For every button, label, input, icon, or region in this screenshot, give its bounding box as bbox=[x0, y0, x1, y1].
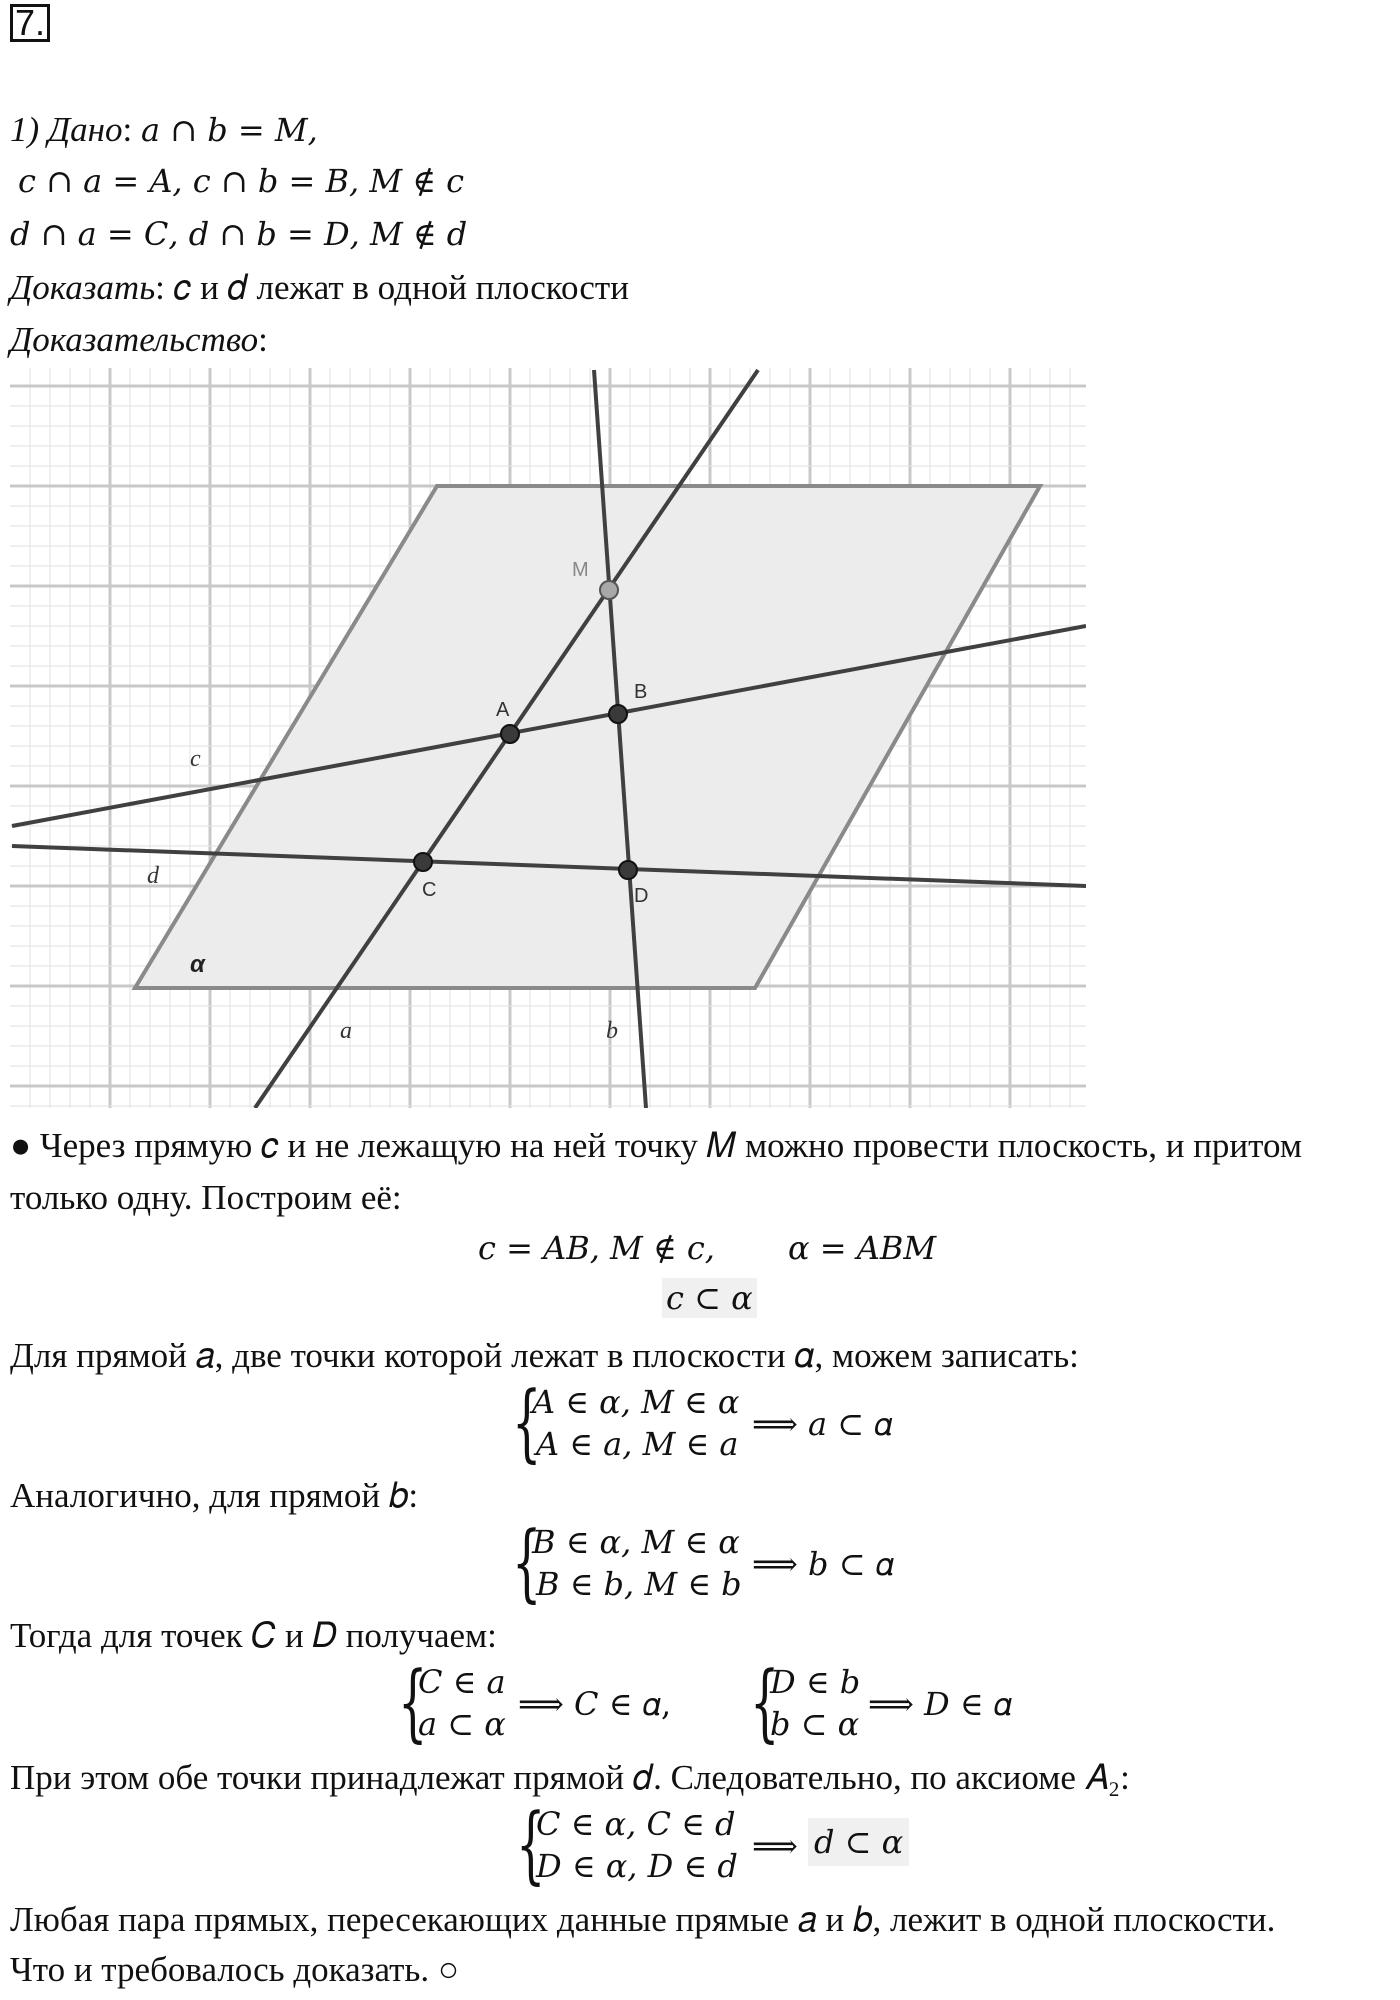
paragraph-3: Аналогично, для прямой 𝑏: bbox=[10, 1476, 419, 1515]
given-eq-1: 𝑎 ∩ 𝑏 = 𝑀, bbox=[141, 111, 318, 149]
point-C bbox=[414, 853, 432, 871]
given-eq-3: 𝑑 ∩ 𝑎 = 𝐶, 𝑑 ∩ 𝑏 = 𝐷, 𝑀 ∉ 𝑑 bbox=[10, 215, 468, 253]
brace-4: { bbox=[750, 1653, 780, 1751]
paragraph-4: Тогда для точек 𝐶 и 𝐷 получаем: bbox=[10, 1616, 497, 1655]
eq-c-in-alpha: 𝑐 ⊂ 𝛼 bbox=[662, 1278, 757, 1318]
label-C: C bbox=[422, 879, 437, 901]
eq-alpha-equals-ABM: 𝛼 = 𝐴𝐵𝑀 bbox=[788, 1229, 937, 1267]
label-plane-alpha: α bbox=[190, 951, 205, 978]
system-5-arrow: ⟹ bbox=[752, 1827, 798, 1865]
system-2-result: ⟹ 𝑏 ⊂ 𝛼 bbox=[752, 1545, 895, 1583]
given-eq-2: 𝑐 ∩ 𝑎 = 𝐴, 𝑐 ∩ 𝑏 = 𝐵, 𝑀 ∉ 𝑐 bbox=[18, 162, 465, 200]
paragraph-1-line-2: только одну. Построим её: bbox=[10, 1178, 402, 1217]
paragraph-6: Любая пара прямых, пересекающих данные прямые 𝑎 и 𝑏, лежит в одной плоскости. bbox=[10, 1900, 1276, 1939]
system-4-bottom: 𝑏 ⊂ 𝛼 bbox=[770, 1705, 860, 1743]
label-line-c: c bbox=[190, 746, 201, 772]
system-3-top: 𝐶 ∈ 𝑎 bbox=[418, 1663, 506, 1701]
label-A: A bbox=[496, 699, 510, 721]
system-4-result: ⟹ 𝐷 ∈ 𝛼 bbox=[868, 1685, 1013, 1723]
point-M bbox=[600, 581, 618, 599]
label-line-b: b bbox=[606, 1018, 618, 1044]
system-1-top: 𝐴 ∈ 𝛼, 𝑀 ∈ 𝛼 bbox=[532, 1383, 740, 1421]
brace-1: { bbox=[512, 1373, 542, 1471]
system-2-bottom: 𝐵 ∈ 𝑏, 𝑀 ∈ 𝑏 bbox=[536, 1565, 742, 1603]
label-D: D bbox=[634, 885, 649, 907]
brace-3: { bbox=[398, 1653, 428, 1751]
point-A bbox=[501, 725, 519, 743]
system-5-bottom: 𝐷 ∈ 𝛼, 𝐷 ∈ 𝑑 bbox=[536, 1847, 738, 1885]
system-3-bottom: 𝑎 ⊂ 𝛼 bbox=[418, 1705, 506, 1743]
system-4-top: 𝐷 ∈ 𝑏 bbox=[770, 1663, 861, 1701]
system-3-result: ⟹ 𝐶 ∈ 𝛼, bbox=[518, 1685, 672, 1723]
point-B bbox=[609, 705, 627, 723]
paragraph-1-line-1: ● Через прямую 𝑐 и не лежащую на ней точку 𝑀 можно провести плоскость, и притом bbox=[10, 1126, 1302, 1165]
eq-c-equals-AB: 𝑐 = 𝐴𝐵, 𝑀 ∉ 𝑐, bbox=[478, 1229, 715, 1267]
label-B: B bbox=[634, 681, 648, 703]
system-1-bottom: 𝐴 ∈ 𝑎, 𝑀 ∈ 𝑎 bbox=[536, 1425, 739, 1463]
brace-2: { bbox=[512, 1513, 542, 1611]
label-line-d: d bbox=[147, 863, 159, 889]
problem-number: 7. bbox=[10, 4, 50, 42]
label-M: M bbox=[572, 559, 589, 581]
paragraph-5: При этом обе точки принадлежат прямой 𝑑. Следовательно, по аксиоме 𝐴₂: bbox=[10, 1758, 1130, 1797]
paragraph-2: Для прямой 𝑎, две точки которой лежат в плоскости 𝛼, можем записать: bbox=[10, 1336, 1079, 1375]
given-line-1: 1) Дано: 𝑎 ∩ 𝑏 = 𝑀, bbox=[10, 110, 318, 149]
system-5-result: 𝑑 ⊂ 𝛼 bbox=[808, 1818, 909, 1866]
geometry-figure bbox=[10, 368, 1086, 1108]
point-D bbox=[619, 861, 637, 879]
label-line-a: a bbox=[340, 1018, 352, 1044]
brace-5: { bbox=[516, 1795, 546, 1893]
proof-line: Доказательство: bbox=[10, 320, 268, 359]
system-2-top: 𝐵 ∈ 𝛼, 𝑀 ∈ 𝛼 bbox=[532, 1523, 740, 1561]
system-5-top: 𝐶 ∈ 𝛼, 𝐶 ∈ 𝑑 bbox=[536, 1805, 736, 1843]
given-label: 1) Дано bbox=[10, 110, 123, 149]
system-1-result: ⟹ 𝑎 ⊂ 𝛼 bbox=[752, 1405, 893, 1443]
prove-statement: : 𝑐 и 𝑑 лежат в одной плоскости bbox=[155, 268, 629, 307]
paragraph-7: Что и требовалось доказать. ○ bbox=[10, 1950, 460, 1989]
prove-line bbox=[10, 270, 629, 305]
prove-label: Доказать bbox=[10, 268, 156, 307]
proof-label: Доказательство bbox=[10, 320, 259, 359]
